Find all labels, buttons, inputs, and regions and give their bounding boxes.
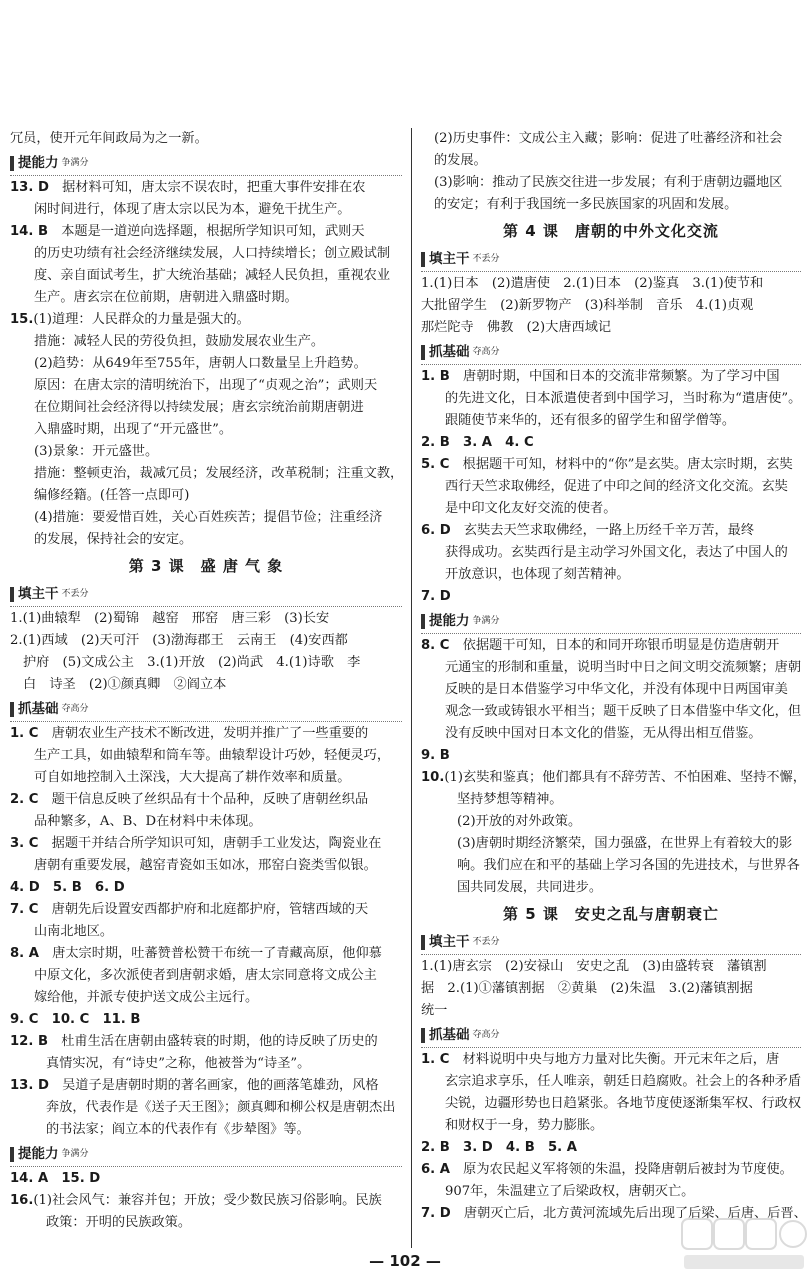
answer-text: 的发展，保持社会的安定。 xyxy=(34,532,193,547)
section-marker xyxy=(10,1147,14,1162)
section-marker xyxy=(421,935,425,950)
answer-text: 大批留学生 (2)新罗物产 (3)科举制 音乐 4.(1)贞观 xyxy=(421,298,754,313)
answer-text: 玄宗追求享乐，任人唯亲，朝廷日趋腐败。社会上的各种矛盾 xyxy=(445,1074,802,1089)
section-subtitle: 争满分 xyxy=(61,158,89,168)
answer-text: (2)开放的对外政策。 xyxy=(457,814,582,829)
answer-text: 唐朝灭亡后，北方黄河流域先后出现了后梁、后唐、后晋、 xyxy=(463,1206,807,1221)
answer-text: 那烂陀寺 佛教 (2)大唐西域记 xyxy=(421,320,612,335)
section-marker xyxy=(10,156,14,171)
answer-number: 9. B xyxy=(421,748,450,763)
answer-number-group: 2. B 3. D 4. B 5. A xyxy=(421,1140,577,1155)
answer-number: 7. C xyxy=(10,902,39,917)
answer-text: 跟随使节来华的，还有很多的留学生和留学僧等。 xyxy=(445,413,736,428)
section-title: 抓基础 xyxy=(429,1027,470,1043)
column-divider xyxy=(411,128,412,1248)
section-subtitle: 争满分 xyxy=(472,616,500,626)
answer-text: (1)玄奘和鉴真；他们都具有不辞劳苦、不怕困难、坚持不懈， xyxy=(444,770,806,785)
section-marker xyxy=(421,345,425,360)
answer-number: 2. C xyxy=(10,792,39,807)
answer-text: 度、亲自面试考生，扩大统治基础；减轻人民负担，重视农业 xyxy=(34,268,391,283)
answer-text: 没有反映中国对日本文化的借鉴，无从得出相互借鉴。 xyxy=(445,726,762,741)
answer-number: 15. xyxy=(10,312,34,327)
section-subtitle: 夺高分 xyxy=(472,1030,500,1040)
answer-number: 8. A xyxy=(10,946,39,961)
section-title: 填主干 xyxy=(18,586,59,602)
left-column xyxy=(10,128,402,1234)
answer-text: 生产工具，如曲辕犁和筒车等。曲辕犁设计巧妙，轻便灵巧， xyxy=(34,748,391,763)
answer-text: (3)景象：开元盛世。 xyxy=(34,444,159,459)
answer-text: 题干信息反映了丝织品有十个品种，反映了唐朝丝织品 xyxy=(51,792,369,807)
right-column xyxy=(421,128,807,1225)
answer-number: 1. C xyxy=(421,1052,450,1067)
answer-text: 唐朝时期，中国和日本的交流非常频繁。为了学习中国 xyxy=(463,369,780,384)
section-subtitle: 不丢分 xyxy=(61,589,89,599)
answer-text: 坚持梦想等精神。 xyxy=(457,792,563,807)
lesson-title: 第 5 课 安史之乱与唐朝衰亡 xyxy=(503,905,719,923)
section-marker xyxy=(421,252,425,267)
answer-text: 嫁给他，并派专使护送文成公主远行。 xyxy=(34,990,259,1005)
answer-text: 原因：在唐太宗的清明统治下，出现了“贞观之治”；武则天 xyxy=(34,378,378,393)
answer-text: 观念一致或铸银水平相当；题干反映了日本借鉴中华文化，但 xyxy=(445,704,802,719)
answer-number: 16. xyxy=(10,1193,34,1208)
answer-text: 据 2.(1)①藩镇割据 ②黄巢 (2)朱温 3.(2)藩镇割据 xyxy=(421,981,753,996)
answer-number: 7. D xyxy=(421,589,451,604)
answer-text: 907年，朱温建立了后梁政权，唐朝灭亡。 xyxy=(445,1184,695,1199)
answer-text: 原为农民起义军将领的朱温，投降唐朝后被封为节度使。 xyxy=(463,1162,793,1177)
answer-text: 闲时间进行，体现了唐太宗以民为本，避免干扰生产。 xyxy=(34,202,351,217)
answer-text: (1)社会风气：兼容并包；开放；受少数民族习俗影响。民族 xyxy=(33,1193,382,1208)
answer-text: 是中印文化友好交流的使者。 xyxy=(445,501,617,516)
answer-text: 政策：开明的民族政策。 xyxy=(46,1215,192,1230)
section-marker xyxy=(421,1028,425,1043)
answer-text: 唐朝有重要发展，越窑青瓷如玉如冰，邢窑白瓷类雪似银。 xyxy=(34,858,377,873)
answer-text: 的历史功绩有社会经济继续发展，人口持续增长；创立殿试制 xyxy=(34,246,391,261)
answer-number: 1. C xyxy=(10,726,39,741)
answer-number: 5. C xyxy=(421,457,450,472)
section-marker xyxy=(10,587,14,602)
answer-number: 6. A xyxy=(421,1162,450,1177)
section-header xyxy=(421,930,801,955)
page-number: — 102 — xyxy=(369,1252,441,1270)
section-header xyxy=(421,340,801,365)
answer-number: 14. B xyxy=(10,224,49,239)
answer-text: 开放意识，也体现了刻苦精神。 xyxy=(445,567,630,582)
answer-text: 唐太宗时期，吐蕃赞普松赞干布统一了青藏高原，他仰慕 xyxy=(52,946,382,961)
answer-text: 响。我们应在和平的基础上学习各国的先进技术，与世界各 xyxy=(457,858,800,873)
answer-text: 护府 (5)文成公主 3.(1)开放 (2)尚武 4.(1)诗歌 李 xyxy=(23,655,361,670)
answer-text: 西行天竺求取佛经，促进了中印之间的经济文化交流。玄奘 xyxy=(445,479,788,494)
answer-text: 的发展。 xyxy=(434,153,487,168)
answer-text: 措施：整顿吏治，裁减冗员；发展经济，改革税制；注重文教， xyxy=(34,466,404,481)
answer-text: 唐朝农业生产技术不断改进，发明并推广了一些重要的 xyxy=(51,726,369,741)
section-subtitle: 争满分 xyxy=(61,1149,89,1159)
section-marker xyxy=(10,702,14,717)
answer-text: (3)唐朝时期经济繁荣，国力强盛，在世界上有着较大的影 xyxy=(457,836,793,851)
answer-text: 依据题干可知，日本的和同开珎银币明显是仿造唐朝开 xyxy=(462,638,780,653)
answer-text: 的先进文化，日本派遣使者到中国学习，当时称为“遣唐使”。 xyxy=(445,391,802,406)
section-title: 抓基础 xyxy=(429,344,470,360)
section-header xyxy=(10,697,402,722)
answer-text: 吴道子是唐朝时期的著名画家，他的画落笔雄劲，风格 xyxy=(62,1078,379,1093)
answer-text: 根据题干可知，材料中的“你”是玄奘。唐太宗时期，玄奘 xyxy=(462,457,793,472)
section-title: 填主干 xyxy=(429,934,470,950)
section-header xyxy=(10,151,402,176)
answer-text: 品种繁多，A、B、D在材料中未体现。 xyxy=(34,814,262,829)
answer-text: 编修经籍。(任答一点即可) xyxy=(34,488,190,503)
section-subtitle: 夺高分 xyxy=(472,347,500,357)
answer-text: 元通宝的形制和重量，说明当时中日之间文明交流频繁；唐朝 xyxy=(445,660,802,675)
answer-number: 7. D xyxy=(421,1206,451,1221)
answer-number: 1. B xyxy=(421,369,450,384)
answer-text: (2)历史事件：文成公主入藏；影响：促进了吐蕃经济和社会 xyxy=(434,131,783,146)
answer-text: 山南北地区。 xyxy=(34,924,114,939)
section-title: 提能力 xyxy=(18,1146,59,1162)
answer-text: 在位期间社会经济得以持续发展；唐玄宗统治前期唐朝进 xyxy=(34,400,364,415)
answer-text: 获得成功。玄奘西行是主动学习外国文化，表达了中国人的 xyxy=(445,545,788,560)
section-header xyxy=(10,1142,402,1167)
answer-number: 10. xyxy=(421,770,445,785)
section-subtitle: 夺高分 xyxy=(61,704,89,714)
answer-text: 统一 xyxy=(421,1003,448,1018)
answer-number: 13. D xyxy=(10,180,49,195)
section-title: 填主干 xyxy=(429,251,470,267)
answer-number: 3. C xyxy=(10,836,39,851)
section-header xyxy=(10,582,402,607)
lesson-title: 第 4 课 唐朝的中外文化交流 xyxy=(503,222,719,240)
answer-text: 生产。唐玄宗在位前期，唐朝进入鼎盛时期。 xyxy=(34,290,298,305)
answer-number-group: 14. A 15. D xyxy=(10,1171,101,1186)
answer-text: 据材料可知，唐太宗不误农时，把重大事件安排在农 xyxy=(62,180,366,195)
answer-text: (2)趋势：从649年至755年，唐朝人口数量呈上升趋势。 xyxy=(34,356,367,371)
answer-text: 1.(1)曲辕犁 (2)蜀锦 越窑 邢窑 唐三彩 (3)长安 xyxy=(10,611,330,626)
lesson-title: 第 3 课 盛 唐 气 象 xyxy=(128,557,284,575)
answer-text: 唐朝先后设置安西都护府和北庭都护府，管辖西域的天 xyxy=(51,902,369,917)
answer-text: 真情实况，有“诗史”之称，他被誉为“诗圣”。 xyxy=(46,1056,311,1071)
answer-text: 1.(1)日本 (2)遣唐使 2.(1)日本 (2)鉴真 3.(1)使节和 xyxy=(421,276,764,291)
answer-number-group: 9. C 10. C 11. B xyxy=(10,1012,141,1027)
answer-text: 本题是一道逆向选择题，根据所学知识可知，武则天 xyxy=(61,224,365,239)
answer-number: 12. B xyxy=(10,1034,49,1049)
answer-number-group: 2. B 3. A 4. C xyxy=(421,435,534,450)
section-subtitle: 不丢分 xyxy=(472,254,500,264)
answer-text: 和财权于一身，势力膨胀。 xyxy=(445,1118,604,1133)
answer-text: 玄奘去天竺求取佛经，一路上历经千辛万苦，最终 xyxy=(463,523,755,538)
answer-text: 入鼎盛时期，出现了“开元盛世”。 xyxy=(34,422,233,437)
answer-number: 13. D xyxy=(10,1078,49,1093)
answer-text: (1)道理：人民群众的力量是强大的。 xyxy=(33,312,250,327)
answer-number: 8. C xyxy=(421,638,450,653)
section-marker xyxy=(421,614,425,629)
section-title: 抓基础 xyxy=(18,701,59,717)
answer-text: 的书法家；阎立本的代表作有《步辇图》等。 xyxy=(46,1122,310,1137)
answer-text: 国共同发展，共同进步。 xyxy=(457,880,603,895)
answer-text: 措施：减轻人民的劳役负担，鼓励发展农业生产。 xyxy=(34,334,325,349)
section-header xyxy=(421,247,801,272)
section-subtitle: 不丢分 xyxy=(472,937,500,947)
answer-text: 奔放，代表作是《送子天王图》；颜真卿和柳公权是唐朝杰出 xyxy=(46,1100,396,1115)
answer-text: 据题干并结合所学知识可知，唐朝手工业发达，陶瓷业在 xyxy=(51,836,382,851)
answer-text: 反映的是日本借鉴学习中华文化，并没有体现中日两国审美 xyxy=(445,682,788,697)
answer-text: 的安定；有利于我国统一多民族国家的巩固和发展。 xyxy=(434,197,738,212)
answer-text: 2.(1)西域 (2)天可汗 (3)渤海郡王 云南王 (4)安西都 xyxy=(10,633,348,648)
text-line: 冗员，使开元年间政局为之一新。 xyxy=(10,131,208,146)
answer-text: (3)影响：推动了民族交往进一步发展；有利于唐朝边疆地区 xyxy=(434,175,783,190)
section-title: 提能力 xyxy=(429,613,470,629)
section-header xyxy=(421,1023,801,1048)
section-header xyxy=(421,609,801,634)
answer-text: 1.(1)唐玄宗 (2)安禄山 安史之乱 (3)由盛转衰 藩镇割 xyxy=(421,959,767,974)
answer-text: (4)措施：要爱惜百姓，关心百姓疾苦；提倡节俭；注重经济 xyxy=(34,510,383,525)
answer-text: 杜甫生活在唐朝由盛转衰的时期，他的诗反映了历史的 xyxy=(61,1034,378,1049)
answer-number: 6. D xyxy=(421,523,451,538)
section-title: 提能力 xyxy=(18,155,59,171)
answer-text: 可自如地控制入土深浅，大大提高了耕作效率和质量。 xyxy=(34,770,351,785)
answer-text: 中原文化，多次派使者到唐朝求婚，唐太宗同意将文成公主 xyxy=(34,968,377,983)
answer-text: 尖锐，边疆形势也日趋紧张。各地节度使逐渐集军权、行政权 xyxy=(445,1096,802,1111)
answer-number-group: 4. D 5. B 6. D xyxy=(10,880,125,895)
answer-text: 材料说明中央与地方力量对比失衡。开元末年之后，唐 xyxy=(462,1052,780,1067)
answer-text: 白 诗圣 (2)①颜真卿 ②阎立本 xyxy=(23,677,227,692)
